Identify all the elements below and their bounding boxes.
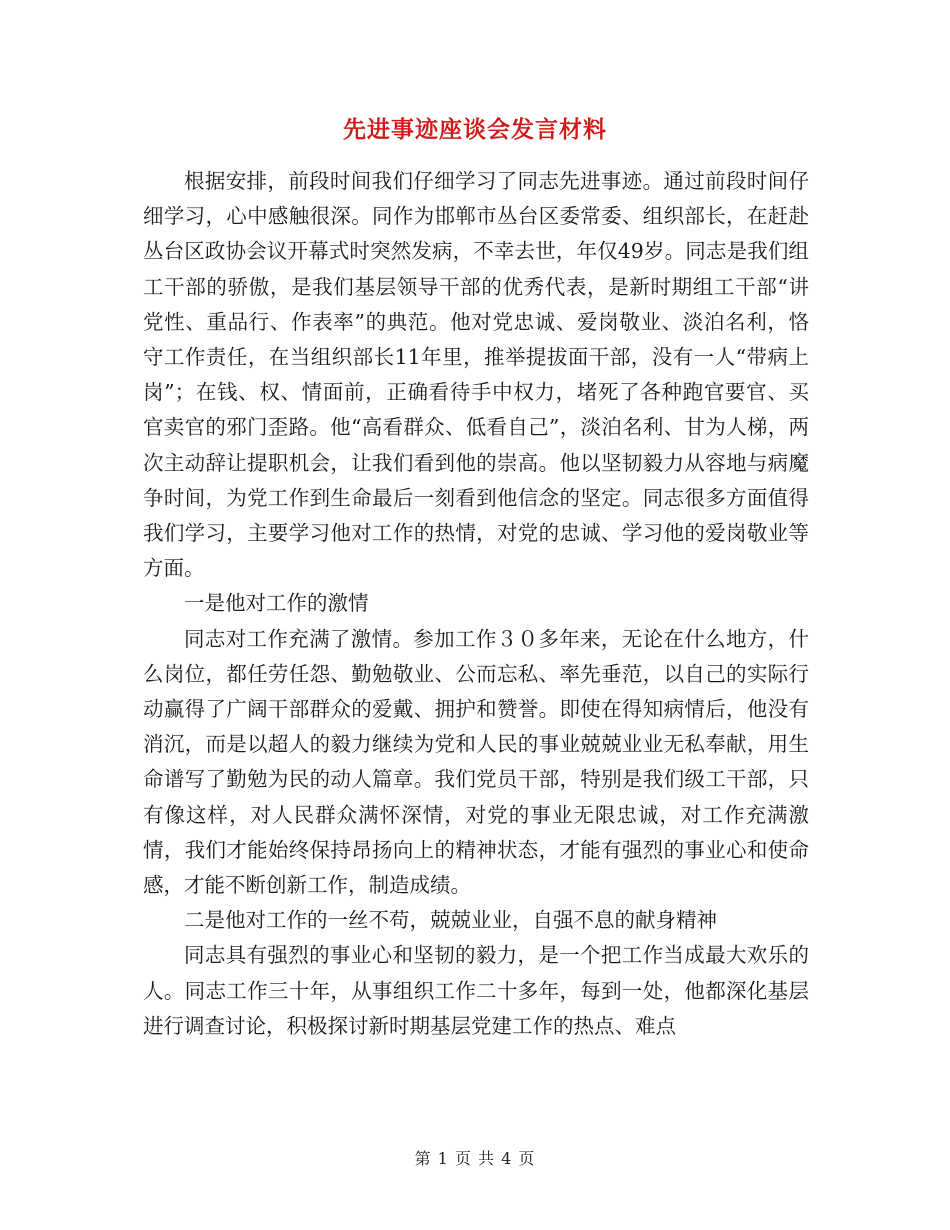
document-title: 先进事迹座谈会发言材料 xyxy=(343,116,607,143)
section-heading-2: 二是他对工作的一丝不苟，兢兢业业，自强不息的献身精神 xyxy=(184,908,717,933)
paragraph-intro: 根据安排，前段时间我们仔细学习了同志先进事迹。通过前段时间仔细学习，心中感触很深。同作为邯郸市丛台区委常委、组织部长，在赶赴丛台区政协会议开幕式时突然发病，不幸去世，年仅49岁。同志是我们组工干部的骄傲，是我们基层领导干部的优秀代表，是新时期组工干部“讲党性、重品行、作表率”的典范。他对党忠诚、爱岗敬业、淡泊名利，恪守工作责任，在当组织部长11年里，推举提拔面干部，没有一人“带病上岗”；在钱、权、情面前，正确看待手中权力，堵死了各种跑官要官、买官卖官的邪门歪路。他“高看群众、低看自己”，淡泊名利、甘为人梯，两次主动辞让提职机会，让我们看到他的崇高。他以坚韧毅力从容地与病魔争时间，为党工作到生命最后一刻看到他信念的坚定。同志很多方面值得我们学习，主要学习他对工作的热情，对党的忠诚、学习他的爱岗敬业等方面。 xyxy=(143,169,809,581)
section-heading-1: 一是他对工作的激情 xyxy=(184,591,369,616)
paragraph-section-1: 同志对工作充满了激情。参加工作３０多年来，无论在什么地方，什么岗位，都任劳任怨、勤勉敬业、公而忘私、率先垂范，以自己的实际行动赢得了广阔干部群众的爱戴、拥护和赞誉。即使在得知病情后，他没有消沉，而是以超人的毅力继续为党和人民的事业兢兢业业无私奉献，用生命谱写了勤勉为民的动人篇章。我们党员干部，特别是我们级工干部，只有像这样，对人民群众满怀深情，对党的事业无限忠诚，对工作充满激情，我们才能始终保持昂扬向上的精神状态，才能有强烈的事业心和使命感，才能不断创新工作，制造成绩。 xyxy=(143,626,809,898)
page-number-footer: 第 1 页 共 4 页 xyxy=(414,1149,536,1168)
document-body xyxy=(143,164,809,1044)
paragraph-section-2: 同志具有强烈的事业心和坚韧的毅力，是一个把工作当成最大欢乐的人。同志工作三十年，从事组织工作二十多年，每到一处，他都深化基层进行调查讨论，积极探讨新时期基层党建工作的热点、难点 xyxy=(143,943,809,1038)
